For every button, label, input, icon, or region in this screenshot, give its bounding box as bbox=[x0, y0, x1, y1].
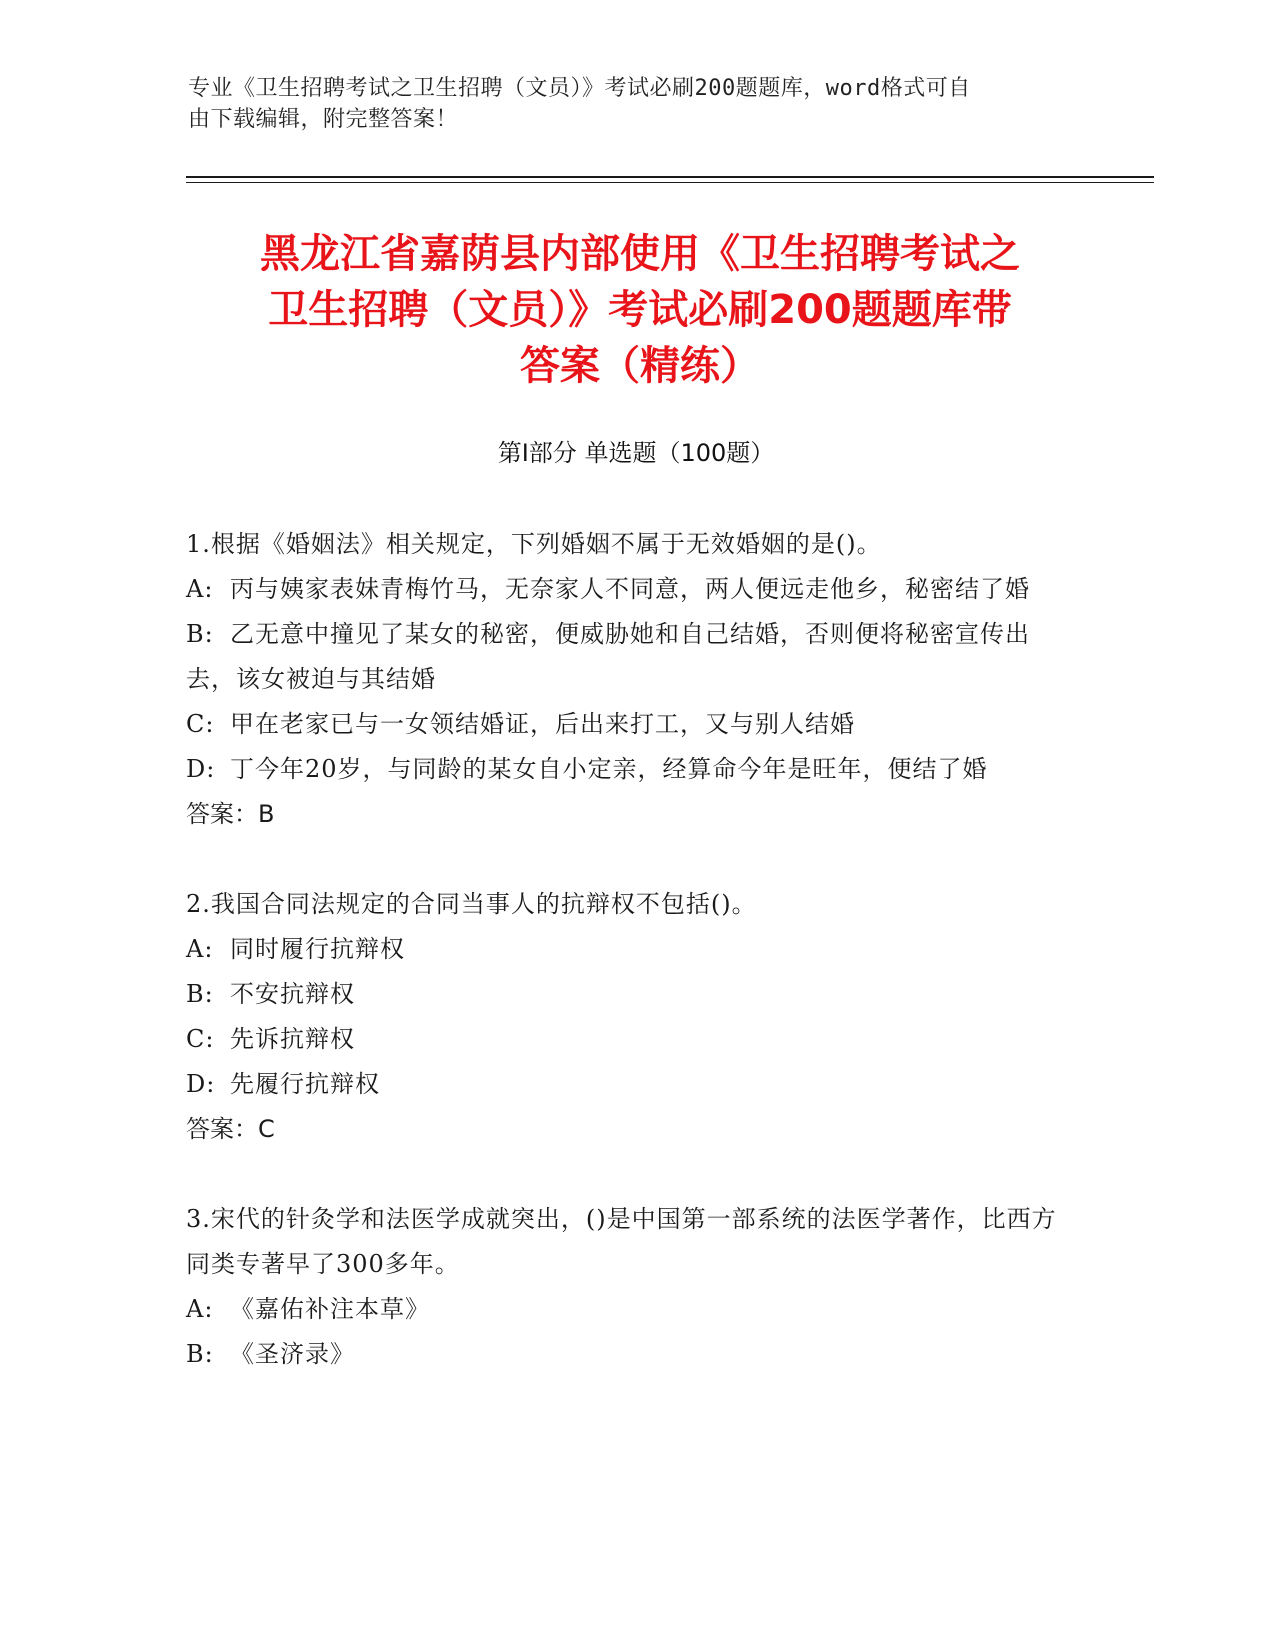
header-note-line-1: 专业《卫生招聘考试之卫生招聘（文员）》考试必刷200题题库，word格式可自 bbox=[188, 76, 971, 101]
header-note bbox=[188, 73, 1068, 135]
option-letter: B: bbox=[186, 980, 214, 1008]
document-title-line-1: 黑龙江省嘉荫县内部使用《卫生招聘考试之 bbox=[260, 231, 1020, 277]
option-text: 不安抗辩权 bbox=[230, 980, 355, 1008]
option-a bbox=[186, 567, 1066, 612]
answer-line: 答案：B bbox=[186, 800, 275, 828]
question-stem: 1.根据《婚姻法》相关规定，下列婚姻不属于无效婚姻的是()。 bbox=[186, 530, 882, 558]
option-text: 乙无意中撞见了某女的秘密，便威胁她和自己结婚，否则便将秘密宣传出去，该女被迫与其结婚 bbox=[186, 620, 1030, 693]
question-2 bbox=[186, 882, 1066, 1152]
option-letter: C: bbox=[186, 1025, 215, 1053]
option-letter: D: bbox=[186, 1070, 216, 1098]
option-b bbox=[186, 1332, 1066, 1377]
option-text: 丙与姨家表妹青梅竹马，无奈家人不同意，两人便远走他乡，秘密结了婚 bbox=[230, 575, 1030, 603]
option-a bbox=[186, 927, 1066, 972]
option-letter: D: bbox=[186, 755, 216, 783]
option-letter: A: bbox=[186, 1295, 214, 1323]
question-stem: 3.宋代的针灸学和法医学成就突出，()是中国第一部系统的法医学著作，比西方同类专著早了300多年。 bbox=[186, 1205, 1057, 1278]
document-title-line-3: 答案（精练） bbox=[520, 343, 760, 389]
option-text: 先诉抗辩权 bbox=[230, 1025, 355, 1053]
question-1 bbox=[186, 522, 1066, 837]
document-title-line-2: 卫生招聘（文员）》考试必刷200题题库带 bbox=[268, 287, 1012, 333]
question-3 bbox=[186, 1197, 1066, 1377]
question-stem: 2.我国合同法规定的合同当事人的抗辩权不包括()。 bbox=[186, 890, 757, 918]
header-rule-thick bbox=[186, 176, 1154, 178]
option-text: 同时履行抗辩权 bbox=[230, 935, 405, 963]
option-letter: C: bbox=[186, 710, 215, 738]
section-heading: 第Ⅰ部分 单选题（100题） bbox=[497, 439, 775, 467]
question-list bbox=[186, 522, 1066, 1377]
option-text: 《嘉佑补注本草》 bbox=[230, 1295, 430, 1323]
option-text: 《圣济录》 bbox=[230, 1340, 355, 1368]
option-text: 甲在老家已与一女领结婚证，后出来打工，又与别人结婚 bbox=[230, 710, 855, 738]
option-b bbox=[186, 972, 1066, 1017]
option-c bbox=[186, 702, 1066, 747]
option-letter: A: bbox=[186, 575, 214, 603]
option-a bbox=[186, 1287, 1066, 1332]
document-title bbox=[190, 226, 1090, 394]
header-rule-thin bbox=[186, 182, 1154, 183]
header-note-line-2: 由下载编辑，附完整答案！ bbox=[188, 107, 459, 132]
option-text: 先履行抗辩权 bbox=[230, 1070, 380, 1098]
answer-line: 答案：C bbox=[186, 1115, 275, 1143]
option-c bbox=[186, 1017, 1066, 1062]
option-letter: B: bbox=[186, 620, 214, 648]
option-letter: B: bbox=[186, 1340, 214, 1368]
option-text: 丁今年20岁，与同龄的某女自小定亲，经算命今年是旺年，便结了婚 bbox=[230, 755, 988, 783]
option-d bbox=[186, 1062, 1066, 1107]
option-d bbox=[186, 747, 1066, 792]
option-b bbox=[186, 612, 1066, 702]
option-letter: A: bbox=[186, 935, 214, 963]
